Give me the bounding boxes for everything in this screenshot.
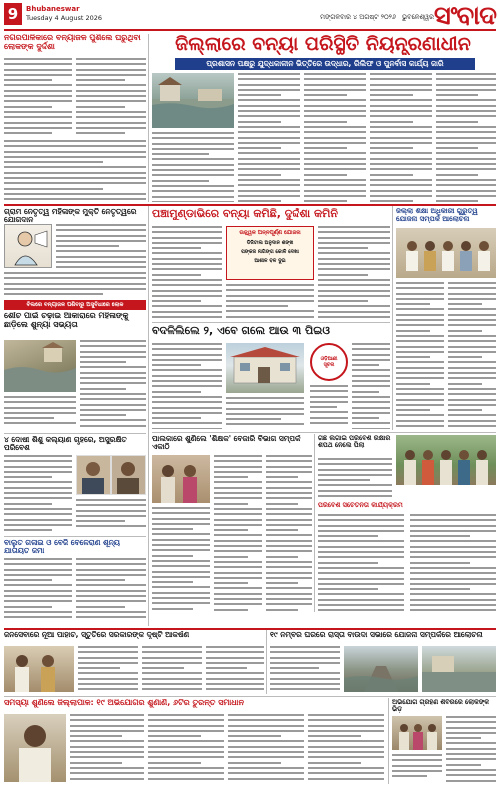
seal-badge — [310, 343, 348, 381]
water-story-headline: ବାଲୁତ ଗଳାଇ ଓ ବେଜି ବେଳେରାଣ ଶୂନ୍ୟ ଯାତାୟତ ଜମା — [4, 539, 120, 556]
mid-story-body-1 — [152, 226, 222, 320]
bottom-right-headline: ୧୯ ନମ୍ବର ଘରରେ ରାସ୍ତା ବାଉଦା ସଭାରେ ଯୋଜନା ସମ୍ପର୍କରେ ଆଲୋଚନା — [270, 631, 483, 639]
corner-story-body-2 — [392, 754, 442, 782]
lead-body-5 — [152, 132, 234, 202]
bottom-right-body-1 — [270, 646, 340, 692]
footer-story-body-2 — [148, 714, 224, 782]
district-story-body-1 — [396, 282, 444, 430]
photo-story-body-1 — [80, 340, 146, 430]
plantation-group-graphic — [396, 435, 496, 485]
notice-box — [226, 226, 314, 280]
crime-story-mugshots — [76, 455, 146, 495]
lead-headline: ଜିଲ୍ଲାରେ ବନ୍ୟା ପରିସ୍ଥିତି ନିୟନ୍ତ୍ରଣାଧୀନ — [175, 34, 471, 55]
district-story-headline: ଜିଲ୍ଲା ଶିକ୍ଷା ଅଧିକାରୀ ଗୁରୁତ୍ୱ ଯୋଜନା ସମ୍ପର୍କ ଆଲୋଚନା — [396, 208, 478, 223]
ceremony-graphic — [4, 646, 74, 692]
lead-body-3 — [370, 73, 432, 203]
tree-story-body-2 — [318, 514, 404, 612]
tree-story-subhead: ପରିବେଶ ସଚେତନତା କାର୍ଯ୍ୟକ୍ରମ — [318, 502, 403, 509]
crime-story-headline: ୪ ଦୋଷୀ ଶିଶୁ କଲ୍ୟାଣ ଗୃହରେ, ଅସୁରକ୍ଷିତ ପରିବେଶ — [4, 436, 127, 453]
price-story-body-3 — [352, 343, 390, 429]
tree-story-headline: ଗଛ ଲଗାଇ ପରିବେଶ ରକ୍ଷାର ଶପଥ ନେଲେ ପିଲା — [318, 435, 391, 450]
edition-city: Bhubaneswar — [26, 5, 80, 13]
price-story-headline: ବଦଳିଲିଲେ ୨, ଏବେ ଗଲେ ଆଉ ୩ ପିଇଓ — [152, 325, 330, 337]
bottom-left-body-2 — [142, 646, 202, 692]
building-graphic — [226, 343, 304, 393]
footer-story-body-3 — [228, 714, 304, 782]
damaged-road-graphic — [344, 646, 418, 692]
seal-line-2: ସୂଚନା — [323, 362, 335, 368]
school-story-body-2 — [266, 455, 312, 611]
tree-plantation-photo — [396, 435, 496, 485]
district-meeting-photo — [396, 228, 496, 278]
lead-body-2 — [304, 73, 366, 203]
corner-story-headline: ଅଭିଯୋଗ ଗ୍ରହଣ ଶିବିରରେ ଲୋକଙ୍କ ଭିଡ଼ — [392, 699, 490, 714]
photo-story-image — [4, 340, 76, 392]
masthead — [4, 3, 496, 31]
price-story-body-1 — [152, 343, 222, 429]
lead-deck: ପ୍ରଶାସନ ପକ୍ଷରୁ ଯୁଦ୍ଧକାଳୀନ ଭିତ୍ତିରେ ଉଦ୍ଧାର, ରିଲିଫ ଓ ପୁନର୍ବାସ କାର୍ଯ୍ୟ ଜାରି — [175, 58, 475, 70]
tree-story-body-3 — [410, 514, 496, 612]
flood-story-headline: ଗ୍ରାମ ନେତୃତ୍ୱ ମହିଳାଙ୍କ ମୁକ୍ତି ନେତୃତ୍ୱରେ ଯୋଗଦାନ — [4, 208, 137, 225]
water-story-body-2 — [76, 558, 146, 624]
officials-group-graphic — [396, 228, 496, 278]
waterlogged-road-graphic — [422, 646, 496, 692]
flooded-field-graphic — [4, 340, 76, 392]
footer-story-photo — [4, 714, 66, 782]
footer-story-body-4 — [308, 714, 384, 782]
mid-story-headline: ପଞ୍ଚାମୁଣ୍ଡାଭିରେ ବନ୍ୟା କମିଛି, ଦୁର୍ଦ୍ଦଶା କମିନି — [152, 208, 338, 220]
notice-box-line-2: ପଙ୍କଜ ନାଗିଙ୍ଗ କୋଳି ଦେଖା — [241, 249, 299, 255]
photo-story-body-2 — [4, 396, 76, 430]
notice-box-title: ଉଜ୍ଜ୍ୱଳ ଅନ୍ନପୂର୍ଣ୍ଣ ଯୋଜନା — [239, 230, 301, 236]
crowd-graphic — [392, 716, 442, 750]
flood-story-body-1 — [56, 224, 146, 268]
price-story-body-4 — [310, 385, 348, 429]
mid-story-body-2 — [226, 284, 314, 320]
edition-date: Tuesday 4 August 2026 — [26, 14, 103, 22]
bottom-left-body-3 — [206, 646, 264, 692]
crime-story-body-1 — [4, 455, 72, 533]
road-photo-2 — [422, 646, 496, 692]
school-story-headline: ପାଲକାରେ ଶୁଣିଲେ 'ଶିକ୍ଷକ' ବେଜାରି ବିଭାଗ ସମ୍ପର୍କ ଏକାଠି — [152, 435, 301, 452]
left-top-body-3 — [4, 140, 146, 202]
notice-box-line-3: ଆଶୀଳ ବଳ ଦୁଇ — [254, 258, 286, 264]
page-number: 9 — [4, 3, 22, 25]
odia-date: ମଙ୍ଗଳବାର ୪ ଅଗଷ୍ଟ ୨୦୨୬ — [320, 13, 396, 21]
school-story-photo — [152, 455, 210, 503]
lead-photo-flood — [152, 73, 234, 128]
flood-story-body-2 — [4, 272, 146, 298]
price-story-body-2 — [226, 397, 304, 429]
notice-box-line-1: ଡିଜିଟାଲ ଅନୁଦାନ ଶଙ୍ଖ — [246, 240, 294, 246]
footer-story-headline: ସମସ୍ୟା ଶୁଣିଲେ ଜିଲ୍ଲାପାଳ: ୧୯ ଅଭିଯୋଗର ଶୁଣାଣି, ୬ଟିର ତୁରନ୍ତ ସମାଧାନ — [4, 699, 245, 707]
lead-body-4 — [436, 73, 496, 203]
bottom-left-headline: ଜନସେବାରେ ନୂଆ ପାହାଚ, ସ୍ତୁତିରେ ସରକାରଙ୍କ ଦୃଷ୍ଟି ଆକର୍ଷଣ — [4, 631, 190, 639]
school-story-body-3 — [152, 507, 210, 611]
tree-story-body-1 — [318, 458, 392, 498]
flood-photo-graphic — [152, 73, 234, 128]
lead-body-1 — [238, 73, 300, 203]
crime-story-body-2 — [76, 499, 146, 533]
students-graphic — [152, 455, 210, 503]
building-photo — [226, 343, 304, 393]
cartoon-illustration — [4, 224, 52, 268]
seal-line-1: ଓଡ଼ିଆଣୀ — [320, 356, 338, 362]
mugshots-graphic — [76, 455, 146, 495]
official-portrait-graphic — [4, 714, 66, 782]
footer-story-body-1 — [70, 714, 144, 782]
cartoon-figure-graphic — [5, 225, 52, 268]
left-top-headline: ନଗରପାଳିକାରେ ବନ୍ୟାଜଳ ପୁଶିଲେ ଘରୁଥିବା ଲୋକଙ୍କ ଦୁର୍ଦ୍ଦଶା — [4, 34, 141, 51]
newspaper-logo: ସଂବାଦ — [433, 1, 496, 31]
district-story-body-2 — [448, 282, 496, 430]
road-photo-1 — [344, 646, 418, 692]
mid-story-body-3 — [318, 226, 390, 320]
bottom-left-photo — [4, 646, 74, 692]
school-story-body-1 — [214, 455, 262, 611]
left-top-body-2 — [76, 58, 146, 136]
left-top-body — [4, 58, 72, 136]
photo-story-kicker: ବିଲରେ ବନ୍ୟାଜଳ ପଶିବାରୁ ଅସୁବିଧାରେ ଲୋକ — [4, 300, 146, 310]
corner-story-photo — [392, 716, 442, 750]
photo-story-headline: ଶୌଚ ପାଇଁ ଚଢ଼ାଇ ଆକାରାରେ ମହିଳାଙ୍କୁ ଛାଡ଼ିଲେ ଶୁନ୍ୟା ସଭ୍ୟତା — [4, 312, 129, 329]
bottom-left-body-1 — [78, 646, 138, 692]
corner-story-body-1 — [446, 716, 496, 782]
water-story-body-1 — [4, 558, 72, 624]
odia-city: ଭୁବନେଶ୍ୱର — [402, 13, 434, 21]
